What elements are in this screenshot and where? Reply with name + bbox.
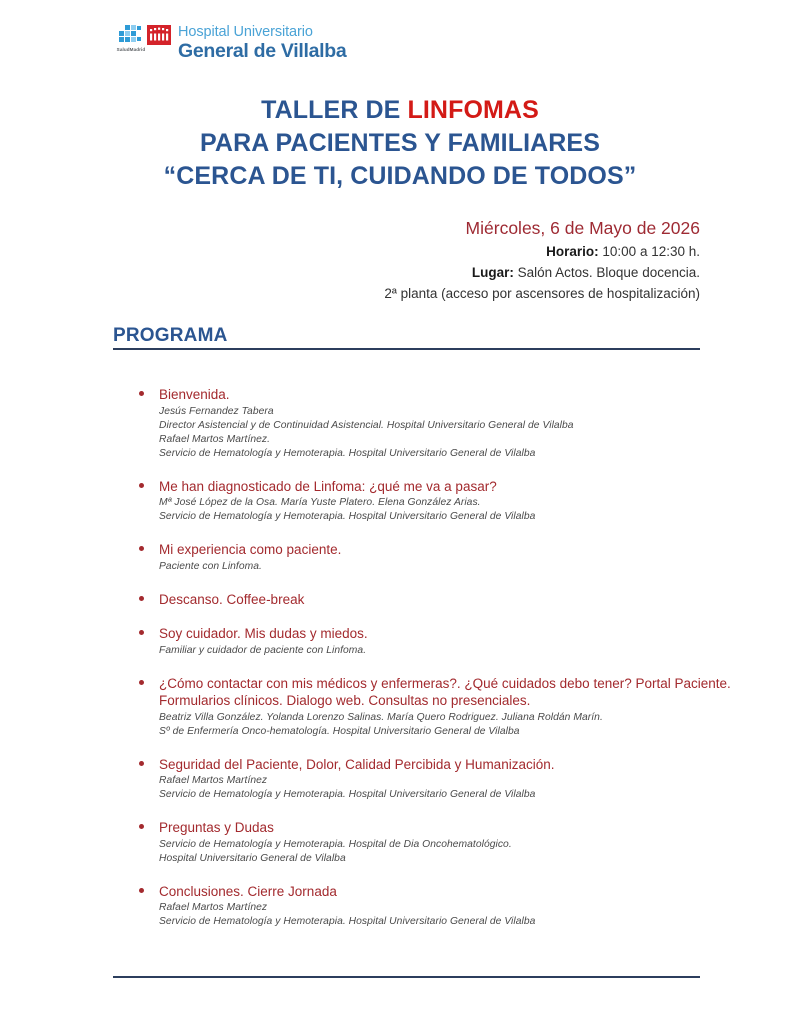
program-item xyxy=(139,883,739,930)
bullet-icon xyxy=(139,756,159,766)
event-place-label: Lugar: xyxy=(471,265,514,280)
program-item-body xyxy=(159,386,739,461)
program-item-title: Seguridad del Paciente, Dolor, Calidad Percibida y Humanización. xyxy=(159,756,555,772)
program-item-subtitle: Servicio de Hematología y Hemoterapia. Hospital Universitario General de Vilalba xyxy=(159,789,536,800)
program-item xyxy=(139,591,739,609)
program-item-subtitle: Director Asistencial y de Continuidad Asistencial. Hospital Universitario General de Vilalba xyxy=(159,419,574,431)
program-item-title: Conclusiones. Cierre Jornada xyxy=(159,883,337,899)
program-item-subtitle: Rafael Martos Martínez. xyxy=(159,433,271,445)
bullet-icon xyxy=(139,675,159,685)
bullet-icon xyxy=(139,541,159,551)
bullet-icon xyxy=(139,478,159,488)
program-item-subtitle: Beatriz Villa González. Yolanda Lorenzo Salinas. María Quero Rodriguez. Juliana Roldán Marín. xyxy=(159,711,603,723)
program-item-title: Preguntas y Dudas xyxy=(159,820,274,835)
title-line-1-prefix: TALLER DE xyxy=(261,96,408,124)
title-line-1 xyxy=(0,94,800,127)
program-item-body xyxy=(159,625,739,658)
program-item xyxy=(139,541,739,574)
program-item-title: ¿Cómo contactar con mis médicos y enfermeras?. ¿Qué cuidados debo tener? Portal Paciente. Formularios clínicos. Dialogo web. Consultas no presenciales. xyxy=(159,675,731,708)
program-item-subtitle: Rafael Martos Martínez xyxy=(159,775,268,786)
program-item xyxy=(139,386,739,461)
program-item xyxy=(139,625,739,658)
hospital-name-line-2: General de Villalba xyxy=(178,39,347,62)
comunidad-de-madrid-icon xyxy=(147,25,171,47)
event-time-label: Horario: xyxy=(546,244,599,259)
program-item-subtitle: Servicio de Hematología y Hemoterapia. Hospital de Dia Oncohematológico. xyxy=(159,838,512,850)
program-item-title: Bienvenida. xyxy=(159,387,230,402)
program-item-subtitle: Servicio de Hematología y Hemoterapia. Hospital Universitario General de Vilalba xyxy=(159,916,536,927)
program-item xyxy=(139,478,739,525)
event-place xyxy=(384,262,700,283)
program-item xyxy=(139,819,739,866)
program-item-title: Soy cuidador. Mis dudas y miedos. xyxy=(159,626,368,641)
bullet-icon xyxy=(139,625,159,635)
program-item-subtitle: Paciente con Linfoma. xyxy=(159,560,262,572)
program-item-body xyxy=(159,591,739,609)
program-item-body xyxy=(159,756,739,803)
program-item-subtitle: Servicio de Hematología y Hemoterapia. Hospital Universitario General de Vilalba xyxy=(159,447,536,459)
section-divider-top xyxy=(113,348,700,350)
event-details xyxy=(384,216,700,304)
salud-madrid-label: SaludMadrid xyxy=(116,47,146,52)
program-item-body xyxy=(159,675,739,739)
salud-madrid-star-icon xyxy=(118,24,144,46)
program-item-subtitle: Familiar y cuidador de paciente con Linfoma. xyxy=(159,644,367,656)
program-item-body xyxy=(159,541,739,574)
title-line-1-accent: LINFOMAS xyxy=(407,96,539,124)
event-place-value: Salón Actos. Bloque docencia. xyxy=(513,265,700,280)
programa-heading: PROGRAMA xyxy=(113,325,228,346)
event-time-value: 10:00 a 12:30 h. xyxy=(598,244,700,259)
program-item-title: Descanso. Coffee-break xyxy=(159,591,305,607)
program-item-body xyxy=(159,478,739,525)
bullet-icon xyxy=(139,883,159,893)
event-floor: 2ª planta (acceso por ascensores de hospitalización) xyxy=(384,286,700,301)
event-date: Miércoles, 6 de Mayo de 2026 xyxy=(465,218,700,238)
program-item-subtitle: Hospital Universitario General de Vilalba xyxy=(159,852,346,864)
program-item-title: Me han diagnosticado de Linfoma: ¿qué me va a pasar? xyxy=(159,478,497,494)
program-item-subtitle: Mª José López de la Osa. María Yuste Platero. Elena González Arias. xyxy=(159,497,481,508)
program-item-subtitle: Jesús Fernandez Tabera xyxy=(159,405,274,417)
bullet-icon xyxy=(139,819,159,829)
bullet-icon xyxy=(139,591,159,601)
salud-madrid-mark xyxy=(117,24,145,53)
title-line-3: “CERCA DE TI, CUIDANDO DE TODOS” xyxy=(163,162,637,190)
program-item-subtitle: Rafael Martos Martínez xyxy=(159,902,268,913)
program-item xyxy=(139,675,739,739)
program-item-body xyxy=(159,883,739,930)
program-item xyxy=(139,756,739,803)
hospital-name xyxy=(178,24,346,61)
program-item-subtitle: Sº de Enfermería Onco-hematología. Hospital Universitario General de Vilalba xyxy=(159,725,520,737)
hospital-name-line-1: Hospital Universitario xyxy=(178,24,313,40)
poster-title xyxy=(0,94,800,193)
hospital-logo xyxy=(117,24,346,61)
program-item-subtitle: Servicio de Hematología y Hemoterapia. Hospital Universitario General de Vilalba xyxy=(159,511,536,522)
event-time xyxy=(384,241,700,262)
section-divider-bottom xyxy=(113,976,700,978)
logo-marks xyxy=(117,24,171,53)
bullet-icon xyxy=(139,386,159,396)
program-item-title: Mi experiencia como paciente. xyxy=(159,542,342,557)
program-item-body xyxy=(159,819,739,866)
title-line-2: PARA PACIENTES Y FAMILIARES xyxy=(200,129,600,157)
program-list xyxy=(139,386,739,946)
